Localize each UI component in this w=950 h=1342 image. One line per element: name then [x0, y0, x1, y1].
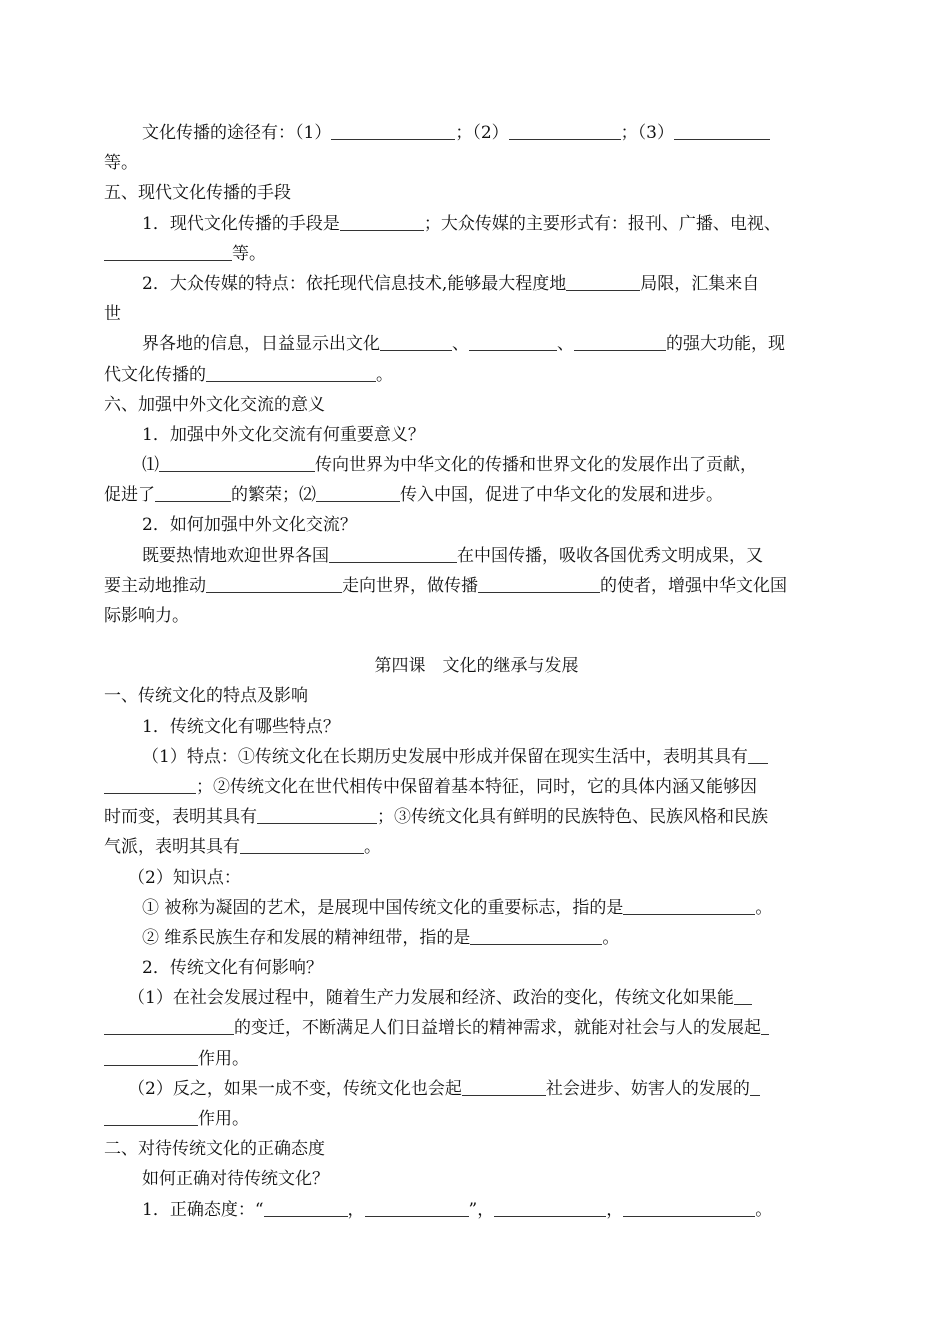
- text: ，: [347, 1199, 365, 1220]
- paragraph-line: [104, 209, 849, 239]
- text: ⑴: [142, 455, 159, 476]
- paragraph-line: （2）知识点：: [128, 867, 241, 888]
- text: 1．现代文化传播的手段是: [142, 213, 340, 234]
- paragraph-line: [104, 893, 849, 923]
- blank-field[interactable]: [159, 451, 315, 472]
- blank-field[interactable]: [566, 270, 640, 291]
- section-heading: 二、对待传统文化的正确态度: [104, 1139, 325, 1160]
- paragraph-line: [104, 1074, 849, 1104]
- paragraph-line: [104, 1104, 849, 1134]
- paragraph-line: [104, 541, 849, 571]
- text: 气派，表明其具有: [104, 837, 240, 858]
- text: ② 维系民族生存和发展的精神纽带，指的是: [142, 927, 471, 948]
- section-heading: 六、加强中外文化交流的意义: [104, 394, 325, 415]
- paragraph-line: [104, 742, 849, 772]
- paragraph-line: [104, 1044, 849, 1074]
- text: 要主动地推动: [104, 575, 206, 596]
- text: 世: [104, 304, 121, 325]
- text: 、: [557, 334, 574, 355]
- text: 作用。: [198, 1109, 249, 1129]
- paragraph-line: [104, 148, 849, 178]
- paragraph-line: [104, 772, 849, 802]
- paragraph-line: 际影响力。: [104, 606, 189, 626]
- paragraph-line: [104, 923, 849, 953]
- blank-field[interactable]: [623, 1196, 755, 1217]
- text: 的变迁，不断满足人们日益增长的精神需求，就能对社会与人的发展起: [234, 1018, 761, 1039]
- blank-field[interactable]: [509, 119, 621, 140]
- text: 、: [452, 334, 469, 355]
- text: 局限，汇集来自: [640, 273, 760, 294]
- blank-field[interactable]: [470, 924, 602, 945]
- text: 1．正确态度：“: [142, 1199, 264, 1220]
- text: （1）在社会发展过程中，随着生产力发展和经济、政治的变化，传统文化如果能: [128, 988, 734, 1009]
- question-line: 1．加强中外文化交流有何重要意义？: [142, 424, 425, 445]
- blank-field[interactable]: [257, 803, 377, 824]
- blank-field[interactable]: [155, 481, 231, 502]
- paragraph-line: [104, 299, 849, 329]
- text: 走向世界，做传播: [342, 575, 478, 596]
- blank-field[interactable]: [761, 1014, 769, 1035]
- question-line: 2．传统文化有何影响？: [142, 958, 323, 979]
- blank-field[interactable]: [240, 833, 364, 854]
- text: 。: [364, 837, 381, 858]
- paragraph-line: [104, 450, 849, 480]
- text: ；②传统文化在世代相传中保留着基本特征，同时，它的具体内涵又能够因: [196, 776, 757, 797]
- text: ；大众传媒的主要形式有：报刊、广播、电视、: [423, 213, 781, 234]
- text: 文化传播的途径有：（1）: [142, 123, 332, 143]
- paragraph-line: [104, 360, 849, 390]
- text: （1）特点：①传统文化在长期历史发展中形成并保留在现实生活中，表明其具有: [142, 746, 748, 767]
- blank-field[interactable]: [104, 240, 232, 261]
- blank-field[interactable]: [623, 894, 755, 915]
- section-heading: 五、现代文化传播的手段: [104, 183, 291, 204]
- text: 2．大众传媒的特点：依托现代信息技术,能够最大程度地: [142, 273, 567, 294]
- blank-field[interactable]: [206, 361, 376, 382]
- blank-field[interactable]: [674, 119, 770, 140]
- text: ；（3）: [620, 123, 674, 143]
- text: 在中国传播，吸收各国优秀文明成果，又: [457, 545, 763, 566]
- text: ”，: [468, 1199, 495, 1220]
- worksheet-page: [104, 118, 849, 1225]
- blank-field[interactable]: [206, 572, 342, 593]
- paragraph-line: [104, 802, 849, 832]
- section-heading: 一、传统文化的特点及影响: [104, 686, 308, 707]
- text: 促进了: [104, 485, 155, 506]
- text: 的使者，增强中华文化国: [600, 575, 787, 596]
- text: 。: [602, 927, 620, 948]
- text: 传入中国，促进了中华文化的发展和进步。: [400, 485, 723, 506]
- text: 代文化传播的: [104, 364, 206, 385]
- text: ① 被称为凝固的艺术，是展现中国传统文化的重要标志，指的是: [142, 897, 624, 918]
- blank-field[interactable]: [469, 330, 557, 351]
- blank-field[interactable]: [494, 1196, 606, 1217]
- blank-field[interactable]: [365, 1196, 469, 1217]
- blank-field[interactable]: [462, 1075, 546, 1096]
- blank-field[interactable]: [574, 330, 666, 351]
- text: 。: [376, 364, 393, 385]
- question-line: 2．如何加强中外文化交流？: [142, 515, 357, 536]
- text: 界各地的信息，日益显示出文化: [142, 334, 380, 355]
- paragraph-line: [104, 239, 849, 269]
- text: 传向世界为中华文化的传播和世界文化的发展作出了贡献，: [315, 455, 757, 476]
- text: 。: [755, 897, 773, 918]
- blank-field[interactable]: [104, 773, 196, 794]
- blank-field[interactable]: [104, 1014, 234, 1035]
- lesson-title: 第四课 文化的继承与发展: [374, 656, 579, 677]
- text: ；③传统文化具有鲜明的民族特色、民族风格和民族: [377, 807, 768, 828]
- paragraph-line: [104, 1195, 849, 1225]
- question-line: 1．传统文化有哪些特点？: [142, 716, 340, 737]
- blank-field[interactable]: [750, 1075, 760, 1096]
- blank-field[interactable]: [104, 1105, 198, 1126]
- blank-field[interactable]: [264, 1196, 348, 1217]
- blank-field[interactable]: [380, 330, 452, 351]
- blank-field[interactable]: [331, 119, 455, 140]
- paragraph-line: [104, 832, 849, 862]
- blank-field[interactable]: [478, 572, 600, 593]
- text: 既要热情地欢迎世界各国: [142, 545, 329, 566]
- text: 时而变，表明其具有: [104, 807, 257, 828]
- text: 等。: [232, 243, 266, 264]
- blank-field[interactable]: [748, 743, 768, 764]
- text: 作用。: [198, 1048, 249, 1069]
- text: 社会进步、妨害人的发展的: [545, 1078, 750, 1099]
- paragraph-line: [104, 329, 849, 359]
- text: 的繁荣；⑵: [231, 485, 316, 506]
- blank-field[interactable]: [734, 984, 752, 1005]
- paragraph-line: [104, 269, 849, 299]
- text: 。: [755, 1199, 773, 1220]
- paragraph-line: [104, 1013, 849, 1043]
- blank-field[interactable]: [340, 210, 424, 231]
- text: ，: [606, 1199, 624, 1220]
- paragraph-line: [104, 480, 849, 510]
- text: ；（2）: [455, 123, 509, 143]
- blank-field[interactable]: [316, 481, 400, 502]
- paragraph-propagation-routes: [104, 118, 849, 148]
- blank-field[interactable]: [329, 542, 457, 563]
- blank-field[interactable]: [104, 1045, 198, 1066]
- text: 等。: [104, 153, 138, 174]
- text: 的强大功能，现: [666, 334, 785, 355]
- paragraph-line: [104, 983, 849, 1013]
- paragraph-line: [104, 571, 849, 601]
- text: （2）反之，如果一成不变，传统文化也会起: [128, 1078, 462, 1099]
- question-line: 如何正确对待传统文化？: [142, 1169, 329, 1190]
